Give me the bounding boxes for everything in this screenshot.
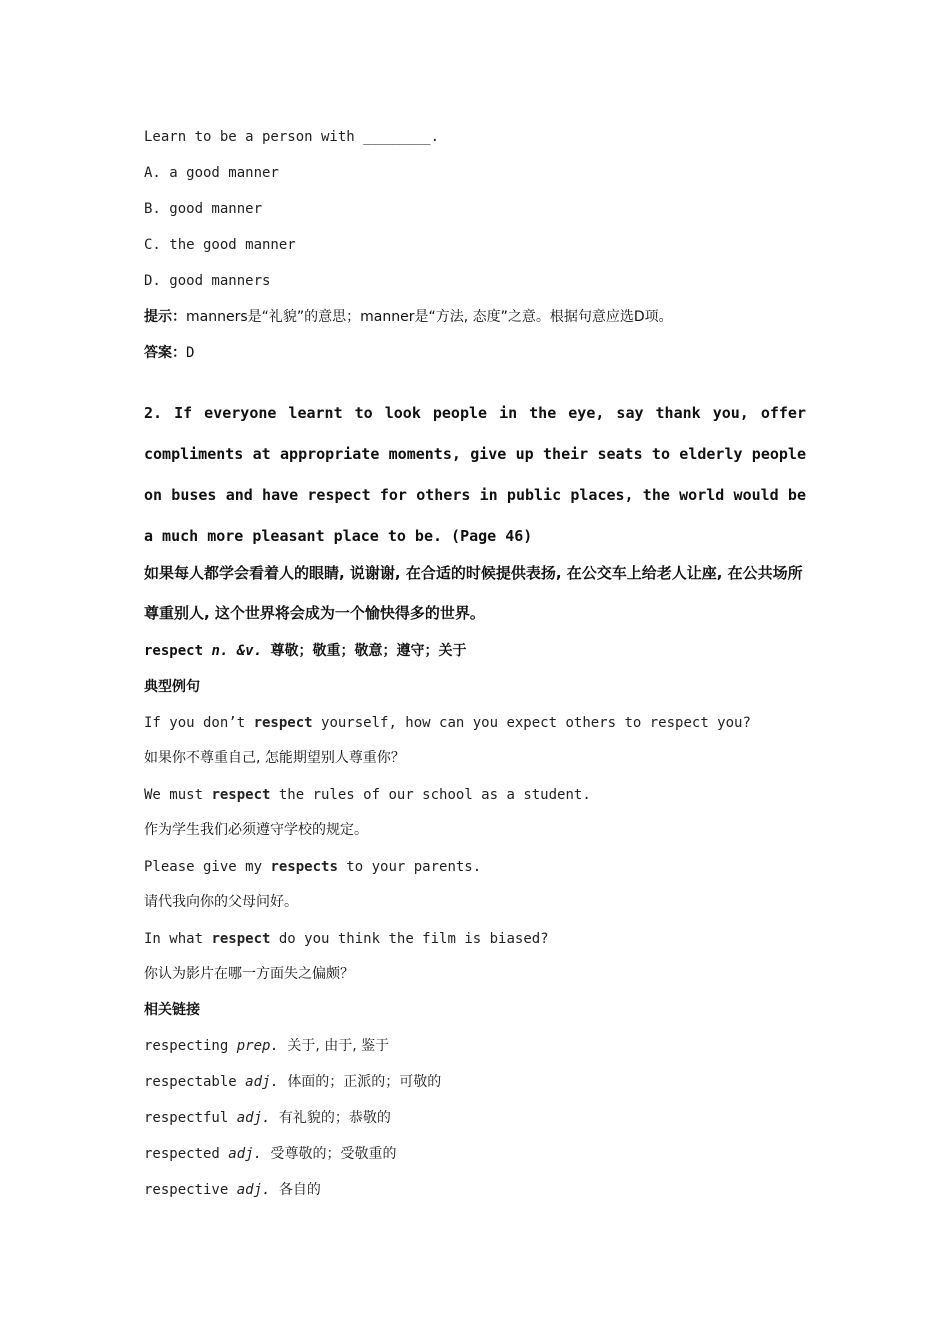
q1-option-a: A. a good manner bbox=[144, 165, 279, 181]
q2-sentence: 2. If everyone learnt to look people in the eye, say thank you, offer compliments at appropriate moments, give up their seats to elderly people on buses and have respect for others in public places, the world would be a much more pleasant place to be. (Page 46) bbox=[144, 404, 806, 545]
example-4-cn: 你认为影片在哪一方面失之偏颇？ bbox=[144, 966, 354, 982]
hint-label: 提示： bbox=[144, 309, 186, 325]
example-1-cn: 如果你不尊重自己, 怎能期望别人尊重你？ bbox=[144, 750, 405, 766]
link-item: respecting prep. 关于, 由于, 鉴于 bbox=[144, 1038, 390, 1054]
q2-translation: 如果每人都学会看着人的眼睛, 说谢谢, 在合适的时候提供表扬, 在公交车上给老人让座, 在公共场所尊重别人, 这个世界将会成为一个愉快得多的世界。 bbox=[144, 564, 803, 622]
example-1-en: If you don’t respect yourself, how can you expect others to respect you? bbox=[144, 715, 751, 731]
q1-hint bbox=[144, 307, 673, 327]
example-3-en: Please give my respects to your parents. bbox=[144, 859, 482, 875]
example-keyword: respects bbox=[270, 859, 338, 875]
word-meaning: 尊敬；敬重；敬意；遵守；关于 bbox=[270, 643, 467, 659]
link-item: respective adj. 各自的 bbox=[144, 1182, 321, 1198]
answer-label: 答案： bbox=[144, 345, 186, 361]
q1-answer bbox=[144, 343, 194, 363]
link-item: respectful adj. 有礼貌的；恭敬的 bbox=[144, 1110, 391, 1126]
links-heading: 相关链接 bbox=[144, 1002, 200, 1018]
link-item: respectable adj. 体面的；正派的；可敬的 bbox=[144, 1074, 442, 1090]
q1-option-d: D. good manners bbox=[144, 273, 271, 289]
example-keyword: respect bbox=[211, 931, 271, 947]
example-2-en: We must respect the rules of our school as a student. bbox=[144, 787, 591, 803]
example-4-en: In what respect do you think the film is biased? bbox=[144, 931, 549, 947]
example-2-cn: 作为学生我们必须遵守学校的规定。 bbox=[144, 822, 368, 838]
q1-stem: Learn to be a person with ________. bbox=[144, 129, 440, 145]
example-3-cn: 请代我向你的父母问好。 bbox=[144, 894, 298, 910]
answer-text: D bbox=[186, 345, 195, 361]
q1-option-c: C. the good manner bbox=[144, 237, 296, 253]
example-keyword: respect bbox=[211, 787, 271, 803]
link-item: respected adj. 受尊敬的；受敬重的 bbox=[144, 1146, 397, 1162]
q1-option-b: B. good manner bbox=[144, 201, 263, 217]
word-entry bbox=[144, 641, 466, 661]
examples-heading: 典型例句 bbox=[144, 679, 200, 695]
example-keyword: respect bbox=[253, 715, 313, 731]
hint-text: manners是“礼貌”的意思；manner是“方法, 态度”之意。根据句意应选D项。 bbox=[186, 309, 673, 325]
word-pos: n. &v. bbox=[211, 643, 263, 659]
headword: respect bbox=[144, 643, 204, 659]
